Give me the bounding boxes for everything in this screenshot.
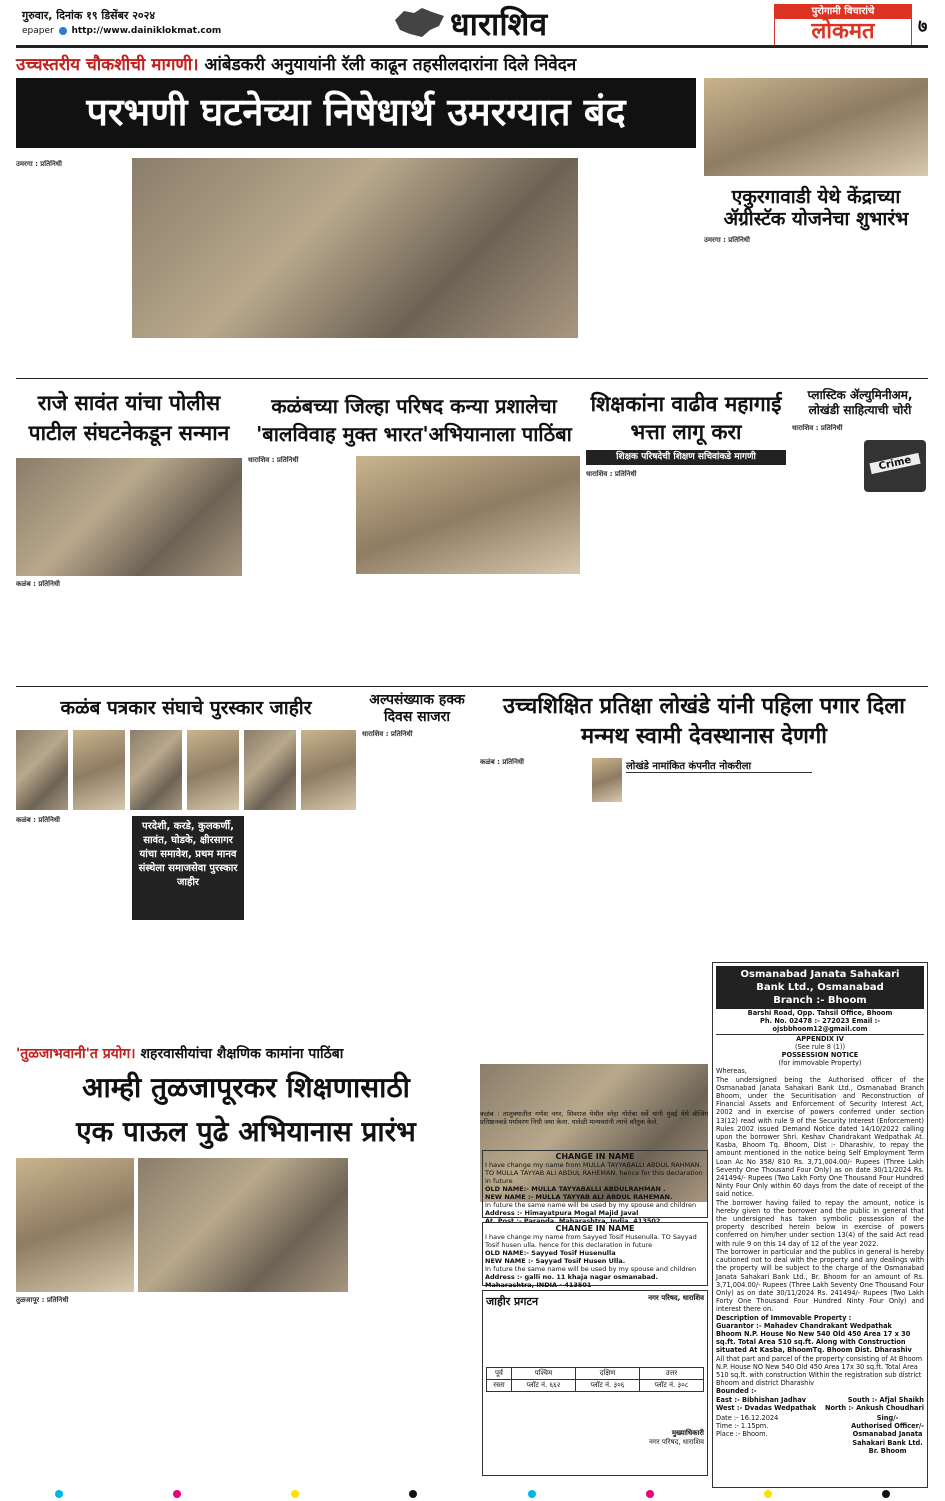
map-emblem-icon <box>392 6 447 40</box>
bank-possession-notice <box>712 962 928 1488</box>
lead-text-bottom <box>132 344 578 374</box>
bank-north: North :- Ankush Choudhari <box>824 1403 924 1412</box>
change2-post: Maharashtra, INDIA - 413501 <box>485 1281 592 1289</box>
lead-text-col1 <box>16 160 128 372</box>
section-rule-2 <box>16 686 928 687</box>
change2-old: OLD NAME:- Sayyed Tosif Husenulla <box>485 1249 616 1257</box>
bank-sign-3: Osmanabad Janata <box>852 1430 923 1439</box>
patrakar-dateline: कळंब : प्रतिनिधी <box>16 816 60 824</box>
shikshak-headline: शिक्षकांना वाढीव महागाई भत्ता लागू करा <box>590 392 782 444</box>
portrait <box>130 730 182 810</box>
table-header-cell: उत्तर <box>639 1368 703 1380</box>
bank-phone: Ph. No. 02478 :- 272023 Email :- ojsbbhoom12@gmail.com <box>716 1017 924 1034</box>
cyan-dot-icon <box>55 1490 63 1498</box>
bank-bounds-row-1 <box>716 1396 924 1404</box>
lokhande-boxed: लोखंडे नामांकित कंपनीत नोकरीला <box>626 758 812 773</box>
change2-address: Address :- galli no. 11 khaja nagar osmanabad. <box>485 1273 659 1281</box>
bank-name-1: Osmanabad Janata Sahakari <box>740 969 900 980</box>
globe-icon <box>59 27 67 35</box>
change1-body: I have change my name from MULLA TAYYABALLI ABDUL RAHMAN. TO MULLA TAYYAB ALI ABDUL RAHEMAN. hence for this declaration in future <box>485 1161 703 1185</box>
plastic-dateline: धाराशिव : प्रतिनिधी <box>792 424 843 432</box>
bank-time: Time :- 1.15pm. <box>716 1422 769 1431</box>
plastic-text-top <box>792 424 860 504</box>
change1-old: OLD NAME:- MULLA TAYYABALLI ABDULRAHMAN . <box>485 1185 666 1193</box>
black-dot-icon <box>409 1490 417 1498</box>
masthead-rule <box>16 45 928 48</box>
kanya-text-col2 <box>356 580 580 680</box>
tuljapur-dateline: तुळजापूर : प्रतिनिधी <box>16 1296 69 1304</box>
bank-bounds-row-2 <box>716 1404 924 1412</box>
bank-footer <box>716 1414 924 1455</box>
lokhande-dateline: कळंब : प्रतिनिधी <box>480 758 524 766</box>
lead-kicker <box>16 52 696 75</box>
table-header-cell: पश्चिम <box>511 1368 575 1380</box>
ekurga-dateline: उमरगा : प्रतिनिधी <box>704 236 750 244</box>
bank-date: Date :- 16.12.2024 <box>716 1413 779 1422</box>
portrait <box>187 730 239 810</box>
lokhande-headline: उच्चशिक्षित प्रतिक्षा लोखंडे यांनी पहिला पगार दिला मन्मथ स्वामी देवस्थानास देणगी <box>503 694 905 749</box>
plastic-text <box>792 506 928 680</box>
tuljapur-text-right <box>352 1158 476 1292</box>
change2-new: NEW NAME :- Sayyad Tosif Husen Ulla. <box>485 1257 626 1265</box>
bank-footer-left <box>716 1414 778 1455</box>
bank-house: Bhoom N.P. House No New 540 Old 450 Area 17 x 30 sq.ft. Total Area 510 sq.ft. Along with Construction situated At Kasba, BhoomTq. Bhoom Dist. Dharashiv <box>716 1329 912 1355</box>
bank-address: Barshi Road, Opp. Tahsil Office, Bhoom <box>747 1009 893 1017</box>
date-line: गुरुवार, दिनांक १९ डिसेंबर २०२४ <box>22 9 156 22</box>
tuljapur-headline-2: एक पाऊल पुढे अभियानास प्रारंभ <box>76 1115 416 1148</box>
bank-branch: Branch :- Bhoom <box>773 995 867 1006</box>
patrakar-headline: कळंब पत्रकार संघाचे पुरस्कार जाहीर <box>60 697 312 719</box>
table-row <box>487 1380 704 1392</box>
ekurga-text <box>704 236 928 372</box>
change1-title: CHANGE IN NAME <box>555 1152 635 1161</box>
change-name-notice-2 <box>482 1222 708 1289</box>
table-cell: प्लॉट नं. ३०८ <box>639 1380 703 1392</box>
tuljapur-kicker-black: शहरवासीयांचा शैक्षणिक कामांना पाठिंबा <box>140 1046 344 1062</box>
page-number: ७ <box>918 16 928 37</box>
appendix-rule: (See rule 8 (1)) <box>794 1042 846 1051</box>
shikshak-text <box>586 470 786 680</box>
bank-name-2: Bank Ltd., Osmanabad <box>756 982 884 993</box>
bank-west: West :- Dvadas Wedpathak <box>716 1403 817 1412</box>
patrakar-text-col2 <box>132 926 244 1036</box>
table-cell: रस्ता <box>487 1380 512 1392</box>
boundary-table <box>486 1367 704 1392</box>
notice-body <box>486 1311 704 1367</box>
change2-title: CHANGE IN NAME <box>555 1224 635 1233</box>
alpsankhyak-dateline: धाराशिव : प्रतिनिधी <box>362 730 413 738</box>
notice-header <box>486 1294 704 1309</box>
kanya-dateline: धाराशिव : प्रतिनिधी <box>248 456 299 464</box>
lokhande-text-col3 <box>816 758 928 958</box>
patrakar-portraits <box>16 730 356 810</box>
notice-title: जाहीर प्रगटन <box>486 1295 539 1308</box>
bank-place: Place :- Bhoom. <box>716 1430 768 1439</box>
black-dot-icon <box>882 1490 890 1498</box>
table-header-row <box>487 1368 704 1380</box>
lead-kicker-black: आंबेडकरी अनुयायांनी रॅली काढून तहसीलदारांना दिले निवेदन <box>204 55 577 75</box>
epaper-line <box>22 26 221 36</box>
table-header-cell: पूर्व <box>487 1368 512 1380</box>
lokhande-text-col2 <box>592 806 812 936</box>
table-cell: प्लॉट नं. ३०६ <box>575 1380 639 1392</box>
portrait <box>16 730 68 810</box>
possession-title: POSSESSION NOTICE <box>781 1051 859 1060</box>
lead-headline: परभणी घटनेच्या निषेधार्थ उमरग्यात बंद <box>16 78 696 148</box>
raje-headline: राजे सावंत यांचा पोलीस पाटील संघटनेकडून सन्मान <box>28 391 230 445</box>
table-cell: प्लॉट नं. ६६२ <box>511 1380 575 1392</box>
city-title: धाराशिव <box>450 5 548 43</box>
raje-text <box>16 580 242 680</box>
alpsankhyak-text <box>362 730 472 1036</box>
bank-south: South :- Afjal Shaikh <box>847 1395 924 1404</box>
bank-sign-4: Sahakari Bank Ltd. <box>852 1438 923 1447</box>
bank-para-3: The borrower in particular and the publics in general is hereby cautioned not to deal with the property and any dealings with the property will be subject to the charge of the Osmanabad Janata Sahakari Bank Ltd., Br. Bhoom for an amount of Rs. 3,71,004.00/- Rupees (Three Lakh Seventy One Thousand Four Only) as on date 30/11/2024 Rs. 241494/- Rupees (Two Lakh Forty One Thousand Four Hundred Ninty Four Only) and interest there on. <box>716 1247 924 1314</box>
bank-signature <box>851 1414 924 1455</box>
crime-label: Crime <box>869 453 920 474</box>
table-header-cell: दक्षिण <box>575 1368 639 1380</box>
bank-para-4: All that part and parcel of the property consisting of At Bhoom N.P. House NO New 540 Old 450 Area 17x 30 sq.ft. Total Area 510 sq.ft. with construction Within the registration sub district Bhoom and district Dharashiv <box>716 1354 923 1388</box>
bank-east: East :- Bibhishan Jadhav <box>716 1395 807 1404</box>
raje-dateline: कळंब : प्रतिनिधी <box>16 580 60 588</box>
lokhande-caption: कळंब : तालुक्यातील गणेश नगर, शिवराज येथील स्नेहा गोरोबा सर्वे यांनी मुंबई येथे बीजिंग प्रतिष्ठानकडे पर्यावरण निधी जमा केला. यावेळी मान्यवरांनी त्यांचे कौतुक केले. <box>480 1110 708 1126</box>
bank-header <box>716 966 924 1009</box>
bank-sign-2: Authorised Officer/- <box>851 1422 924 1431</box>
notice-sign-2: नगर परिषद, धाराशिव <box>648 1438 704 1446</box>
public-notice-box <box>482 1290 708 1476</box>
bank-sign-1: Sing/- <box>876 1413 899 1422</box>
magenta-dot-icon <box>646 1490 654 1498</box>
bank-para-2: The borrower having failed to repay the amount, notice is hereby given to the borrower and the public in general that the undersigned has taken symbolic possession of the property described herein below in exercise of powers conferred on him/her under section 13(4) of the said Act read with rule 9 on this 14 day of 12 of the year 2022. <box>716 1198 924 1248</box>
kanya-headline-2: 'बालविवाह मुक्त भारत'अभियानाला पाठिंबा <box>256 422 572 446</box>
possession-subtitle: (for immovable Property) <box>778 1059 862 1068</box>
ekurga-photo <box>704 78 928 176</box>
paper-name: लोकमत <box>811 19 875 44</box>
change-name-notice-1 <box>482 1150 708 1225</box>
bank-para-1: The undersigned being the Authorised officer of the Osmanabad Janata Sahakari Bank Ltd., Osmanabad Branch Bhoom, under the Securitisation and Reconstruction of Financial Assets and Enforcement of Security Interest Act, 2002 and in exercise of powers conferred under section 13(12) read with rule 9 of the Security Interest (Enforcement) Rules 2002 issued Demand Notice dated 14/10/2022 calling upon the borrower Shri. Keshav Chandrakant Wedpathak At. Kasba, Bhoom Tq. Bhoom, Dist :- Dharashiv, to repay the amount mentioned in the notice being Self Employment Term Loan Ac No 358/ 810 Rs. 3,71,004.00/- Rupees (Three Lakh Seventy One Thousand Four Only) as on date 30/11/2024 Rs. 241494/- Rupees (Two Lakh Forty One Thousand Four Hundred Ninty Four Only within 60 days from the date of receipt of the said notice. <box>716 1075 924 1199</box>
patrakar-badge: परदेशी, करडे, कुलकर्णी, सावंत, घोडके, क्षीरसागर यांचा समावेश, प्रथम मानव संस्थेला समाजसेवा पुरस्कार जाहीर <box>132 816 244 920</box>
crime-badge <box>864 440 926 492</box>
kanya-headline-1: कळंबच्या जिल्हा परिषद कन्या प्रशालेचा <box>271 394 557 418</box>
lokhande-text-col1 <box>480 758 588 1060</box>
lead-kicker-red: उच्चस्तरीय चौकशीची मागणी। <box>16 55 199 75</box>
yellow-dot-icon <box>291 1490 299 1498</box>
magenta-dot-icon <box>173 1490 181 1498</box>
lokhande-portrait <box>592 758 622 802</box>
change2-body: I have change my name from Sayyed Tosif Husenulla. TO Sayyad Tosif husen ulla. hence for this declaration in future <box>485 1233 697 1249</box>
bank-whereas: Whereas, <box>716 1067 747 1076</box>
shikshak-subhead: शिक्षक परिषदेची शिक्षण सचिवांकडे मागणी <box>586 450 786 465</box>
cyan-dot-icon <box>528 1490 536 1498</box>
section-rule-1 <box>16 378 928 379</box>
kanya-text-col1 <box>248 456 352 680</box>
plastic-headline: प्लास्टिक ॲल्युमिनीअम, लोखंडी साहित्याची चोरी <box>807 388 913 417</box>
yellow-dot-icon <box>764 1490 772 1498</box>
tuljapur-text <box>16 1296 476 1486</box>
kanya-classroom-photo <box>356 456 580 574</box>
raje-photo <box>16 458 242 576</box>
bank-desc-title: Description of Immovable Property : <box>716 1313 852 1322</box>
patrakar-text-col1 <box>16 816 128 1036</box>
tuljapur-kicker <box>16 1044 476 1063</box>
ekurga-headline: एकुरगावाडी येथे केंद्राच्या ॲग्रीस्टॅक योजनेचा शुभारंभ <box>723 186 909 230</box>
shikshak-dateline: धाराशिव : प्रतिनिधी <box>586 470 637 478</box>
tuljapur-portrait <box>16 1158 134 1292</box>
change1-address: Address :- Himayatpura Mogal Majid Javal <box>485 1209 639 1217</box>
change2-future: In future the same name will be used by my spouse and children <box>485 1265 697 1273</box>
lead-text-col3 <box>582 160 696 372</box>
change1-new: NEW NAME :- MULLA TAYYAB ALI ABDUL RAHEMAN. <box>485 1193 673 1201</box>
tagline: पुरोगामी विचारांचे <box>775 5 911 19</box>
change1-future: In future the same name will be used by my spouse and children <box>485 1201 697 1209</box>
epaper-url[interactable]: http://www.dainiklokmat.com <box>71 26 222 36</box>
change1-post: At. Post :- Paranda. Maharashtra, India. 413502 <box>485 1217 661 1225</box>
lead-rally-photo <box>132 158 578 338</box>
appendix-title: APPENDIX IV <box>796 1034 844 1043</box>
portrait <box>73 730 125 810</box>
notice-sign: मुख्याधिकारी <box>671 1429 704 1437</box>
bank-bounded: Bounded :- <box>716 1387 757 1396</box>
portrait <box>301 730 356 810</box>
paper-logo-box <box>774 4 912 48</box>
print-register-marks <box>0 1490 945 1500</box>
bank-sign-5: Br. Bhoom <box>868 1446 907 1455</box>
bank-guarantor: Guarantor :- Mahadev Chandrakant Wedpathak <box>716 1321 892 1330</box>
alpsankhyak-headline: अल्पसंख्याक हक्क दिवस साजरा <box>369 692 465 725</box>
patrakar-text-col3 <box>248 816 356 1036</box>
tuljapur-kicker-red: 'तुळजाभवानी'त प्रयोग। <box>16 1046 136 1062</box>
lead-dateline: उमरगा : प्रतिनिधी <box>16 160 62 168</box>
notice-footer-text <box>486 1395 704 1429</box>
epaper-label: epaper <box>22 26 54 36</box>
notice-issuer: नगर परिषद, धाराशिव <box>648 1294 704 1302</box>
portrait <box>244 730 296 810</box>
tuljapur-event-photo <box>138 1158 348 1292</box>
tuljapur-headline-1: आम्ही तुळजापूरकर शिक्षणासाठी <box>82 1071 410 1104</box>
